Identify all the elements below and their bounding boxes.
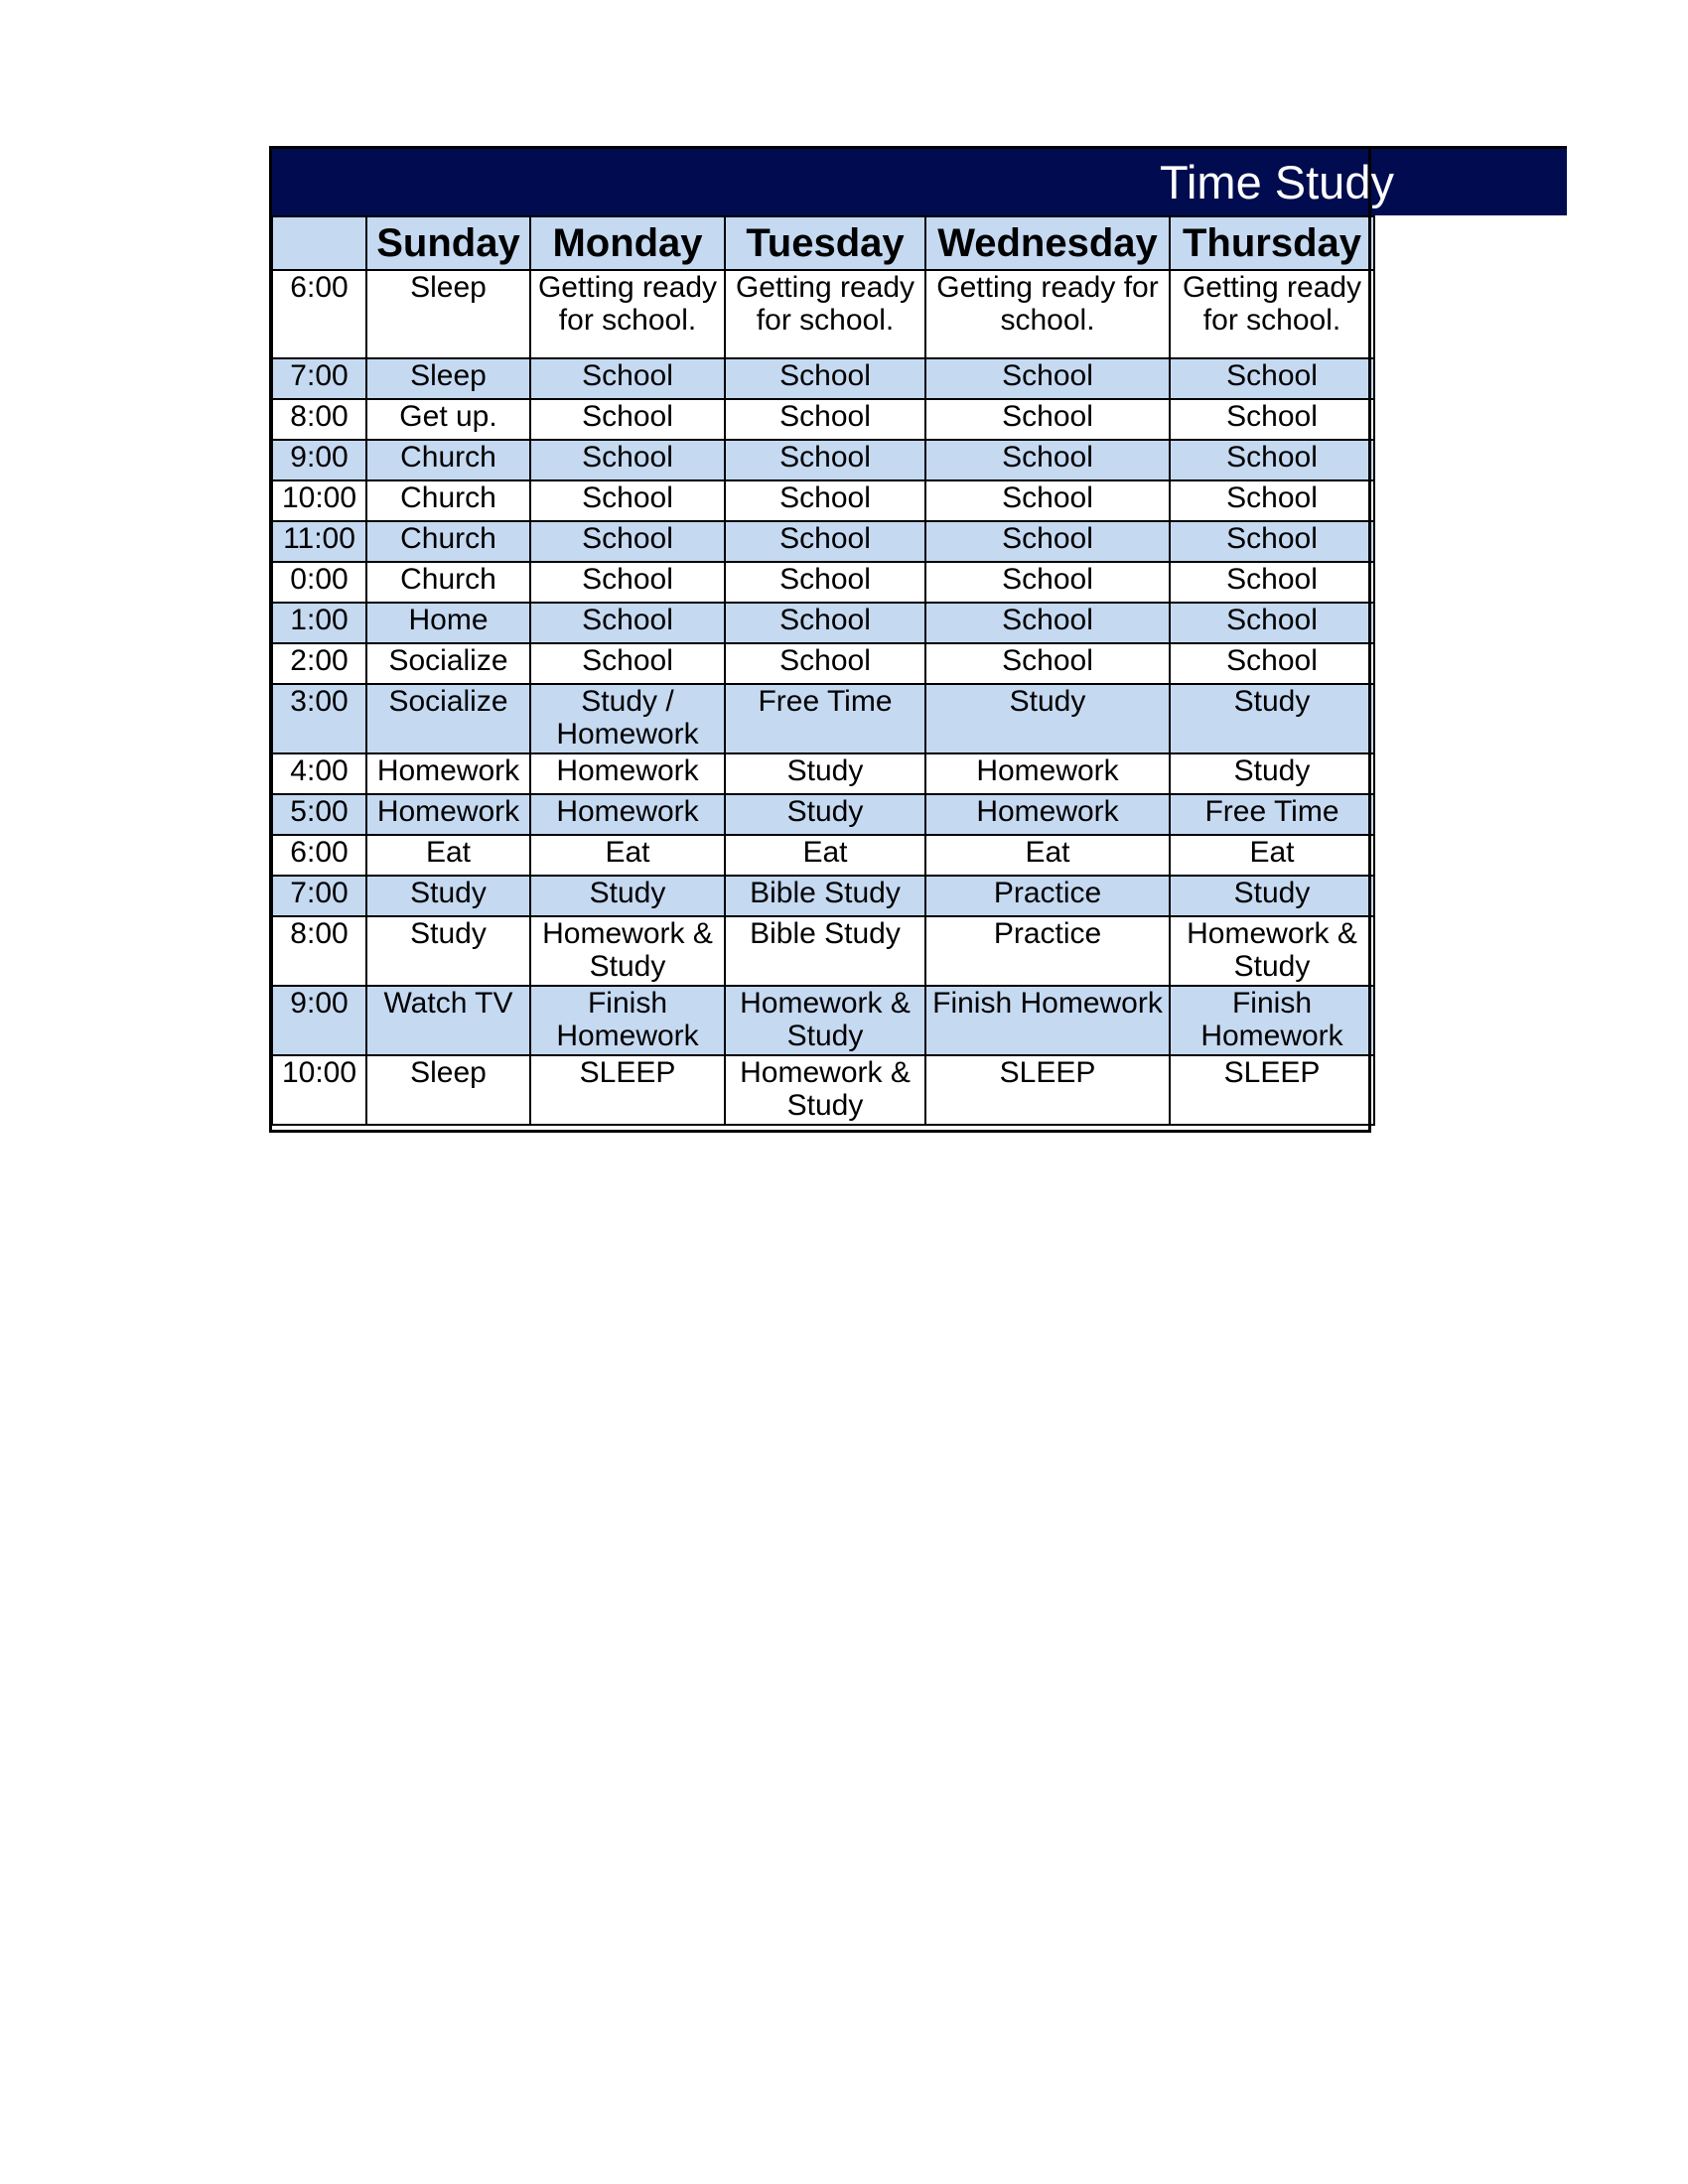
table-row: [272, 916, 1374, 986]
cell-wednesday: School: [925, 440, 1170, 480]
time-cell: 9:00: [272, 440, 366, 480]
cell-sunday: Homework: [366, 794, 530, 835]
time-cell: 7:00: [272, 876, 366, 916]
time-cell: 3:00: [272, 684, 366, 753]
cell-sunday: Church: [366, 521, 530, 562]
header-cell-tuesday: Tuesday: [725, 216, 925, 270]
cell-sunday: Church: [366, 480, 530, 521]
cell-wednesday: School: [925, 603, 1170, 643]
cell-sunday: Homework: [366, 753, 530, 794]
cell-sunday: Get up.: [366, 399, 530, 440]
cell-monday: Homework: [530, 753, 725, 794]
header-cell-wednesday: Wednesday: [925, 216, 1170, 270]
cell-wednesday: School: [925, 358, 1170, 399]
cell-thursday: School: [1170, 399, 1374, 440]
header-cell-thursday: Thursday: [1170, 216, 1374, 270]
time-cell: 6:00: [272, 270, 366, 358]
cell-tuesday: Bible Study: [725, 876, 925, 916]
cell-monday: Homework & Study: [530, 916, 725, 986]
header-cell-time: [272, 216, 366, 270]
cell-monday: School: [530, 358, 725, 399]
table-row: [272, 358, 1374, 399]
cell-tuesday: Study: [725, 753, 925, 794]
cell-monday: School: [530, 562, 725, 603]
cell-sunday: Study: [366, 916, 530, 986]
cell-sunday: Church: [366, 440, 530, 480]
cell-wednesday: School: [925, 480, 1170, 521]
time-cell: 10:00: [272, 480, 366, 521]
cell-monday: Study: [530, 876, 725, 916]
cell-monday: SLEEP: [530, 1055, 725, 1125]
cell-tuesday: School: [725, 480, 925, 521]
cell-tuesday: Study: [725, 794, 925, 835]
time-cell: 5:00: [272, 794, 366, 835]
cell-thursday: School: [1170, 440, 1374, 480]
cell-wednesday: SLEEP: [925, 1055, 1170, 1125]
table-row: [272, 603, 1374, 643]
table-row: [272, 684, 1374, 753]
cell-wednesday: School: [925, 521, 1170, 562]
header-row: [272, 216, 1374, 270]
time-cell: 2:00: [272, 643, 366, 684]
time-cell: 8:00: [272, 916, 366, 986]
cell-thursday: School: [1170, 603, 1374, 643]
time-cell: 11:00: [272, 521, 366, 562]
table-row: [272, 521, 1374, 562]
time-cell: 8:00: [272, 399, 366, 440]
cell-thursday: Getting ready for school.: [1170, 270, 1374, 358]
cell-thursday: School: [1170, 358, 1374, 399]
table-row: [272, 835, 1374, 876]
table-row: [272, 794, 1374, 835]
cell-tuesday: Homework & Study: [725, 986, 925, 1055]
cell-wednesday: Practice: [925, 876, 1170, 916]
cell-tuesday: Homework & Study: [725, 1055, 925, 1125]
cell-wednesday: School: [925, 562, 1170, 603]
cell-wednesday: Finish Homework: [925, 986, 1170, 1055]
table-row: [272, 643, 1374, 684]
cell-sunday: Sleep: [366, 1055, 530, 1125]
cell-thursday: School: [1170, 643, 1374, 684]
cell-sunday: Sleep: [366, 270, 530, 358]
time-cell: 9:00: [272, 986, 366, 1055]
time-cell: 10:00: [272, 1055, 366, 1125]
cell-sunday: Watch TV: [366, 986, 530, 1055]
cell-thursday: SLEEP: [1170, 1055, 1374, 1125]
cell-monday: School: [530, 521, 725, 562]
cell-wednesday: Homework: [925, 753, 1170, 794]
cell-thursday: School: [1170, 562, 1374, 603]
title-banner: [269, 146, 1567, 215]
schedule-body: [272, 270, 1374, 1125]
cell-tuesday: School: [725, 440, 925, 480]
cell-wednesday: Eat: [925, 835, 1170, 876]
cell-monday: Finish Homework: [530, 986, 725, 1055]
cell-wednesday: Study: [925, 684, 1170, 753]
cell-thursday: Study: [1170, 684, 1374, 753]
cell-thursday: Study: [1170, 876, 1374, 916]
table-row: [272, 986, 1374, 1055]
table-row: [272, 399, 1374, 440]
cell-monday: School: [530, 399, 725, 440]
cell-tuesday: School: [725, 399, 925, 440]
cell-monday: School: [530, 480, 725, 521]
cell-tuesday: School: [725, 521, 925, 562]
table-row: [272, 440, 1374, 480]
cell-wednesday: Practice: [925, 916, 1170, 986]
cell-wednesday: Getting ready for school.: [925, 270, 1170, 358]
table-row: [272, 480, 1374, 521]
cell-wednesday: School: [925, 643, 1170, 684]
cell-monday: School: [530, 643, 725, 684]
cell-tuesday: Free Time: [725, 684, 925, 753]
table-row: [272, 876, 1374, 916]
time-cell: 4:00: [272, 753, 366, 794]
cell-wednesday: School: [925, 399, 1170, 440]
cell-tuesday: School: [725, 643, 925, 684]
cell-sunday: Eat: [366, 835, 530, 876]
cell-monday: School: [530, 603, 725, 643]
table-row: [272, 270, 1374, 358]
time-cell: 6:00: [272, 835, 366, 876]
cell-sunday: Study: [366, 876, 530, 916]
cell-sunday: Church: [366, 562, 530, 603]
cell-monday: Eat: [530, 835, 725, 876]
cell-thursday: School: [1170, 480, 1374, 521]
cell-thursday: Homework & Study: [1170, 916, 1374, 986]
time-cell: 7:00: [272, 358, 366, 399]
cell-sunday: Home: [366, 603, 530, 643]
cell-tuesday: Bible Study: [725, 916, 925, 986]
header-cell-sunday: Sunday: [366, 216, 530, 270]
header-cell-monday: Monday: [530, 216, 725, 270]
cell-thursday: School: [1170, 521, 1374, 562]
cell-thursday: Finish Homework: [1170, 986, 1374, 1055]
cell-monday: Getting ready for school.: [530, 270, 725, 358]
cell-tuesday: Eat: [725, 835, 925, 876]
cell-tuesday: School: [725, 562, 925, 603]
cell-monday: Homework: [530, 794, 725, 835]
time-cell: 1:00: [272, 603, 366, 643]
cell-monday: Study / Homework: [530, 684, 725, 753]
cell-tuesday: School: [725, 358, 925, 399]
page-title: Time Study: [1160, 156, 1394, 208]
schedule-table: [271, 215, 1375, 1126]
cell-wednesday: Homework: [925, 794, 1170, 835]
table-row: [272, 1055, 1374, 1125]
cell-thursday: Study: [1170, 753, 1374, 794]
cell-thursday: Eat: [1170, 835, 1374, 876]
cell-tuesday: School: [725, 603, 925, 643]
cell-monday: School: [530, 440, 725, 480]
cell-sunday: Sleep: [366, 358, 530, 399]
cell-sunday: Socialize: [366, 684, 530, 753]
table-row: [272, 562, 1374, 603]
cell-thursday: Free Time: [1170, 794, 1374, 835]
cell-sunday: Socialize: [366, 643, 530, 684]
time-cell: 0:00: [272, 562, 366, 603]
cell-tuesday: Getting ready for school.: [725, 270, 925, 358]
table-row: [272, 753, 1374, 794]
